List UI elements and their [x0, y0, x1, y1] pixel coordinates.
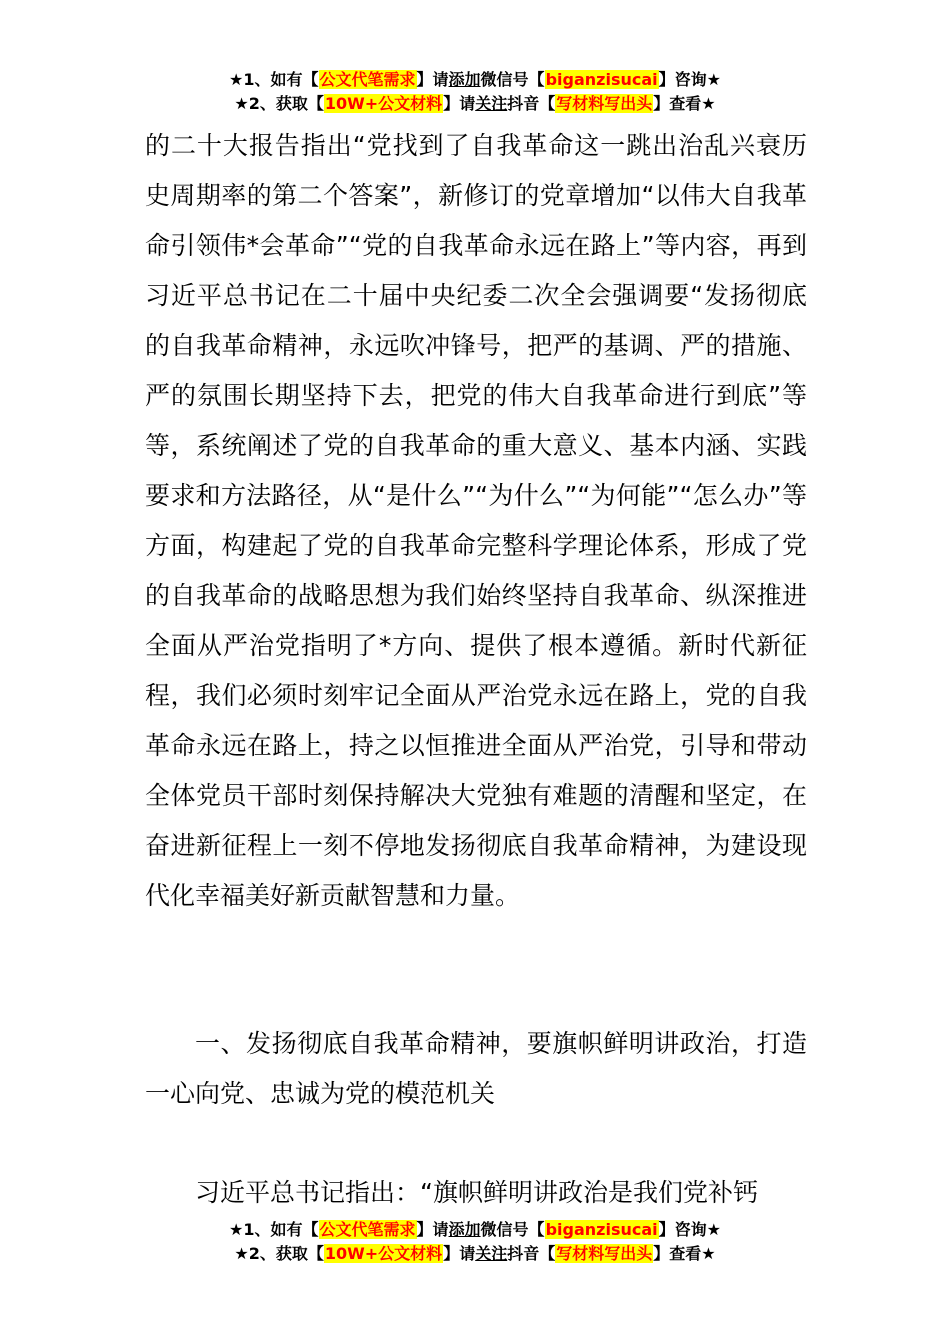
- banner-text: ★1、如有【: [229, 1220, 319, 1239]
- header-banner-line-2: [0, 92, 950, 116]
- paragraph-text: 习近平总书记指出：“旗帜鲜明讲政治是我们党补钙: [195, 1178, 758, 1207]
- banner-highlight: 公文代笔需求: [319, 70, 416, 89]
- paragraph-text: 的二十大报告指出“党找到了自我革命这一跳出治乱兴衰历史周期率的第二个答案”，新修订的党章增加“以伟大自我革命引领伟*会革命”“党的自我革命永远在路上”等内容，再到习近平总书记在二十届中央纪委二次全会强调要“发扬彻底的自我革命精神，永远吹冲锋号，把严的基调、严的措施、严的氛围长期坚持下去，把党的伟大自我革命进行到底”等等，系统阐述了党的自我革命的重大意义、基本内涵、实践要求和方法路径，从“是什么”“为什么”“为何能”“怎么办”等方面，构建起了党的自我革命完整科学理论体系，形成了党的自我革命的战略思想为我们始终坚持自我革命、纵深推进全面从严治党指明了*方向、提供了根本遵循。新时代新征程，我们必须时刻牢记全面从严治党永远在路上，党的自我革命永远在路上，持之以恒推进全面从严治党，引导和带动全体党员干部时刻保持解决大党独有难题的清醒和坚定，在奋进新征程上一刻不停地发扬彻底自我革命精神，为建设现代化幸福美好新贡献智慧和力量。: [145, 131, 807, 910]
- banner-highlight: 写材料写出头: [556, 94, 653, 113]
- banner-text: 】请: [416, 1220, 449, 1239]
- banner-highlight: 10W+公文材料: [324, 1244, 443, 1263]
- banner-text: ★2、获取【: [234, 94, 324, 113]
- banner-text: 抖音【: [507, 94, 556, 113]
- footer-banner-line-2: [0, 1242, 950, 1266]
- banner-text: 】查看★: [653, 94, 716, 113]
- banner-underline: 添加: [448, 1220, 481, 1239]
- banner-text: 】咨询★: [658, 1220, 721, 1239]
- banner-text: 微信号【: [480, 70, 545, 89]
- banner-highlight: biganzisucai: [545, 70, 658, 89]
- footer-banner-line-1: [0, 1218, 950, 1242]
- banner-underline: 添加: [448, 70, 481, 89]
- banner-text: ★1、如有【: [229, 70, 319, 89]
- banner-highlight: biganzisucai: [545, 1220, 658, 1239]
- banner-text: 】咨询★: [658, 70, 721, 89]
- banner-text: ★2、获取【: [234, 1244, 324, 1263]
- intro-paragraph: [145, 121, 807, 921]
- quote-paragraph: [145, 1168, 807, 1218]
- banner-text: 】请: [443, 94, 476, 113]
- banner-text: 抖音【: [507, 1244, 556, 1263]
- banner-text: 】查看★: [653, 1244, 716, 1263]
- banner-text: 】请: [443, 1244, 476, 1263]
- banner-text: 】请: [416, 70, 449, 89]
- banner-highlight: 公文代笔需求: [319, 1220, 416, 1239]
- section-heading: [145, 1019, 807, 1119]
- banner-underline: 关注: [475, 94, 508, 113]
- header-banner-line-1: [0, 68, 950, 92]
- heading-text: 一、发扬彻底自我革命精神，要旗帜鲜明讲政治，打造一心向党、忠诚为党的模范机关: [145, 1029, 807, 1108]
- banner-highlight: 10W+公文材料: [324, 94, 443, 113]
- banner-underline: 关注: [475, 1244, 508, 1263]
- banner-highlight: 写材料写出头: [556, 1244, 653, 1263]
- banner-text: 微信号【: [480, 1220, 545, 1239]
